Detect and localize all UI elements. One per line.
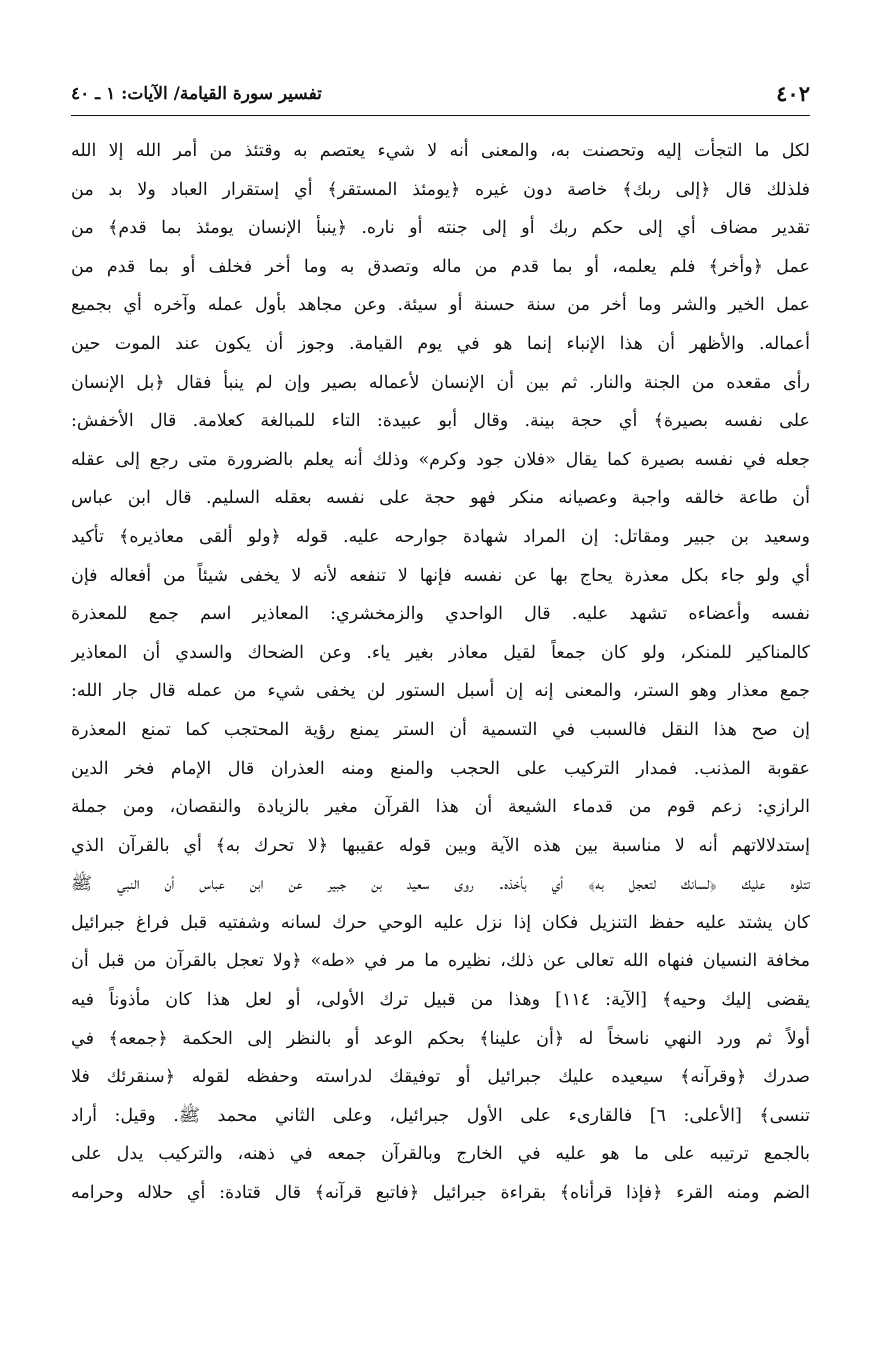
text-line-26: تنسى﴾ [الأعلى: ٦] فالقارىء على الأول جبرائيل، وعلى الثاني محمد ﷺ. وقيل: أراد xyxy=(71,1105,810,1126)
text-line-5: عمل الخير والشر وما أخر من سنة حسنة أو سيئة. وعن مجاهد بأول عمله وآخره أي بجميع xyxy=(71,295,810,316)
text-line-23: يقضى إليك وحيه﴾ [الآية: ١١٤] وهذا من قبيل ترك الأولى، أو لعل هذا كان مأذوناً فيه xyxy=(71,990,810,1011)
text-line-3: تقدير مضاف أي إلى حكم ربك أو إلى جنته أو ناره. ﴿ينبأ الإنسان يومئذ بما قدم﴾ من xyxy=(71,218,810,239)
text-line-22: مخافة النسيان فنهاه الله تعالى عن ذلك، نظيره ما مر في «طه» ﴿ولا تعجل بالقرآن من قبل أن xyxy=(71,951,810,972)
text-line-12: أي ولو جاء بكل معذرة يحاج بها عن نفسه فإنها لا تنفعه لأنه لا يخفى شيئاً من أفعاله فإن xyxy=(71,565,810,586)
header-rule xyxy=(71,115,810,116)
text-line-13: نفسه وأعضاءه تشهد عليه. قال الواحدي والزمخشري: المعاذير اسم جمع للمعذرة xyxy=(71,604,810,625)
text-line-28: الضم ومنه القرء ﴿فإذا قرأناه﴾ بقراءة جبرائيل ﴿فاتبع قرآنه﴾ قال قتادة: أي حلاله وحرامه xyxy=(71,1183,810,1204)
text-line-16: إن صح هذا النقل فالسبب في التسمية أن الستر يمنع رؤية المحتجب كما تمنع المعذرة xyxy=(71,719,810,740)
text-line-7: رأى مقعده من الجنة والنار. ثم بين أن الإنسان لأعماله بصير وإن لم ينبأ فقال ﴿بل الإنسان xyxy=(71,372,810,393)
text-line-17: عقوبة المذنب. فمدار التركيب على الحجب والمنع ومنه العذران قال الإمام فخر الدين xyxy=(71,758,810,779)
text-line-9: جعله في نفسه بصيرة كما يقال «فلان جود وكرم» وذلك أنه يعلم بالضرورة متى رجع إلى عقله xyxy=(71,449,810,470)
running-title: تفسير سورة القيامة/ الآيات: ١ ـ ٤٠ xyxy=(71,84,322,104)
text-line-24: أولاً ثم ورد النهي ناسخاً له ﴿أن علينا﴾ بحكم الوعد أو بالنظر إلى الحكمة ﴿جمعه﴾ في xyxy=(71,1028,810,1049)
text-line-14: كالمناكير للمنكر، ولو كان جمعاً لقيل معاذر بغير ياء. وعن الضحاك والسدي أن المعاذير xyxy=(71,642,810,663)
page-number: ٤٠٢ xyxy=(776,81,810,106)
text-line-1: لكل ما التجأت إليه وتحصنت به، والمعنى أنه لا شيء يعتصم به وقتئذ من أمر الله إلا الله xyxy=(71,141,810,161)
text-line-18: الرازي: زعم قوم من قدماء الشيعة أن هذا القرآن مغير بالزيادة والنقصان، ومن جملة xyxy=(71,797,810,818)
text-line-10: أن طاعة خالقه واجبة وعصيانه منكر فهو حجة على نفسه بعقله السليم. قال ابن عباس xyxy=(71,488,810,509)
text-line-25: صدرك ﴿وقرآنه﴾ سيعيده عليك جبرائيل أو توفيقك لدراسته وحفظه لقوله ﴿سنقرئك فلا xyxy=(71,1067,810,1088)
text-line-19: إستدلالاتهم أنه لا مناسبة بين هذه الآية وبين قوله عقيبها ﴿لا تحرك به﴾ أي بالقرآن الذي xyxy=(71,835,810,856)
text-line-4: عمل ﴿وأخر﴾ فلم يعلمه، أو بما قدم من ماله وتصدق به وما أخر فخلف أو بما قدم من xyxy=(71,256,810,277)
text-line-11: وسعيد بن جبير ومقاتل: إن المراد شهادة جوارحه عليه. قوله ﴿ولو ألقى معاذيره﴾ تأكيد xyxy=(71,526,810,547)
text-line-20: تتلوه عليك ﴿لسانك لتعجل به﴾ أي بأخذه. روى سعيد بن جبير عن ابن عباس أن النبي ﷺ xyxy=(71,874,810,895)
text-line-21: كان يشتد عليه حفظ التنزيل فكان إذا نزل عليه الوحي حرك لسانه وشفتيه قبل فراغ جبرائيل xyxy=(71,912,810,933)
text-line-27: بالجمع ترتيبه على ما هو عليه في الخارج وبالقرآن جمعه في ذهنه، والتركيب يدل على xyxy=(71,1144,810,1165)
text-line-6: أعماله. والأظهر أن هذا الإنباء إنما هو في يوم القيامة. وجوز أن يكون عند الموت حين xyxy=(71,333,810,354)
text-line-8: على نفسه بصيرة﴾ أي حجة بينة. وقال أبو عبيدة: التاء للمبالغة كعلامة. قال الأخفش: xyxy=(71,411,810,432)
text-line-15: جمع معذار وهو الستر، والمعنى إنه إن أسبل الستور لن يخفى شيء من عمله قال جار الله: xyxy=(71,681,810,702)
running-head xyxy=(71,78,810,110)
body-text xyxy=(71,132,810,1292)
text-line-2: فلذلك قال ﴿إلى ربك﴾ خاصة دون غيره ﴿يومئذ المستقر﴾ أي إستقرار العباد ولا بد من xyxy=(71,179,810,200)
